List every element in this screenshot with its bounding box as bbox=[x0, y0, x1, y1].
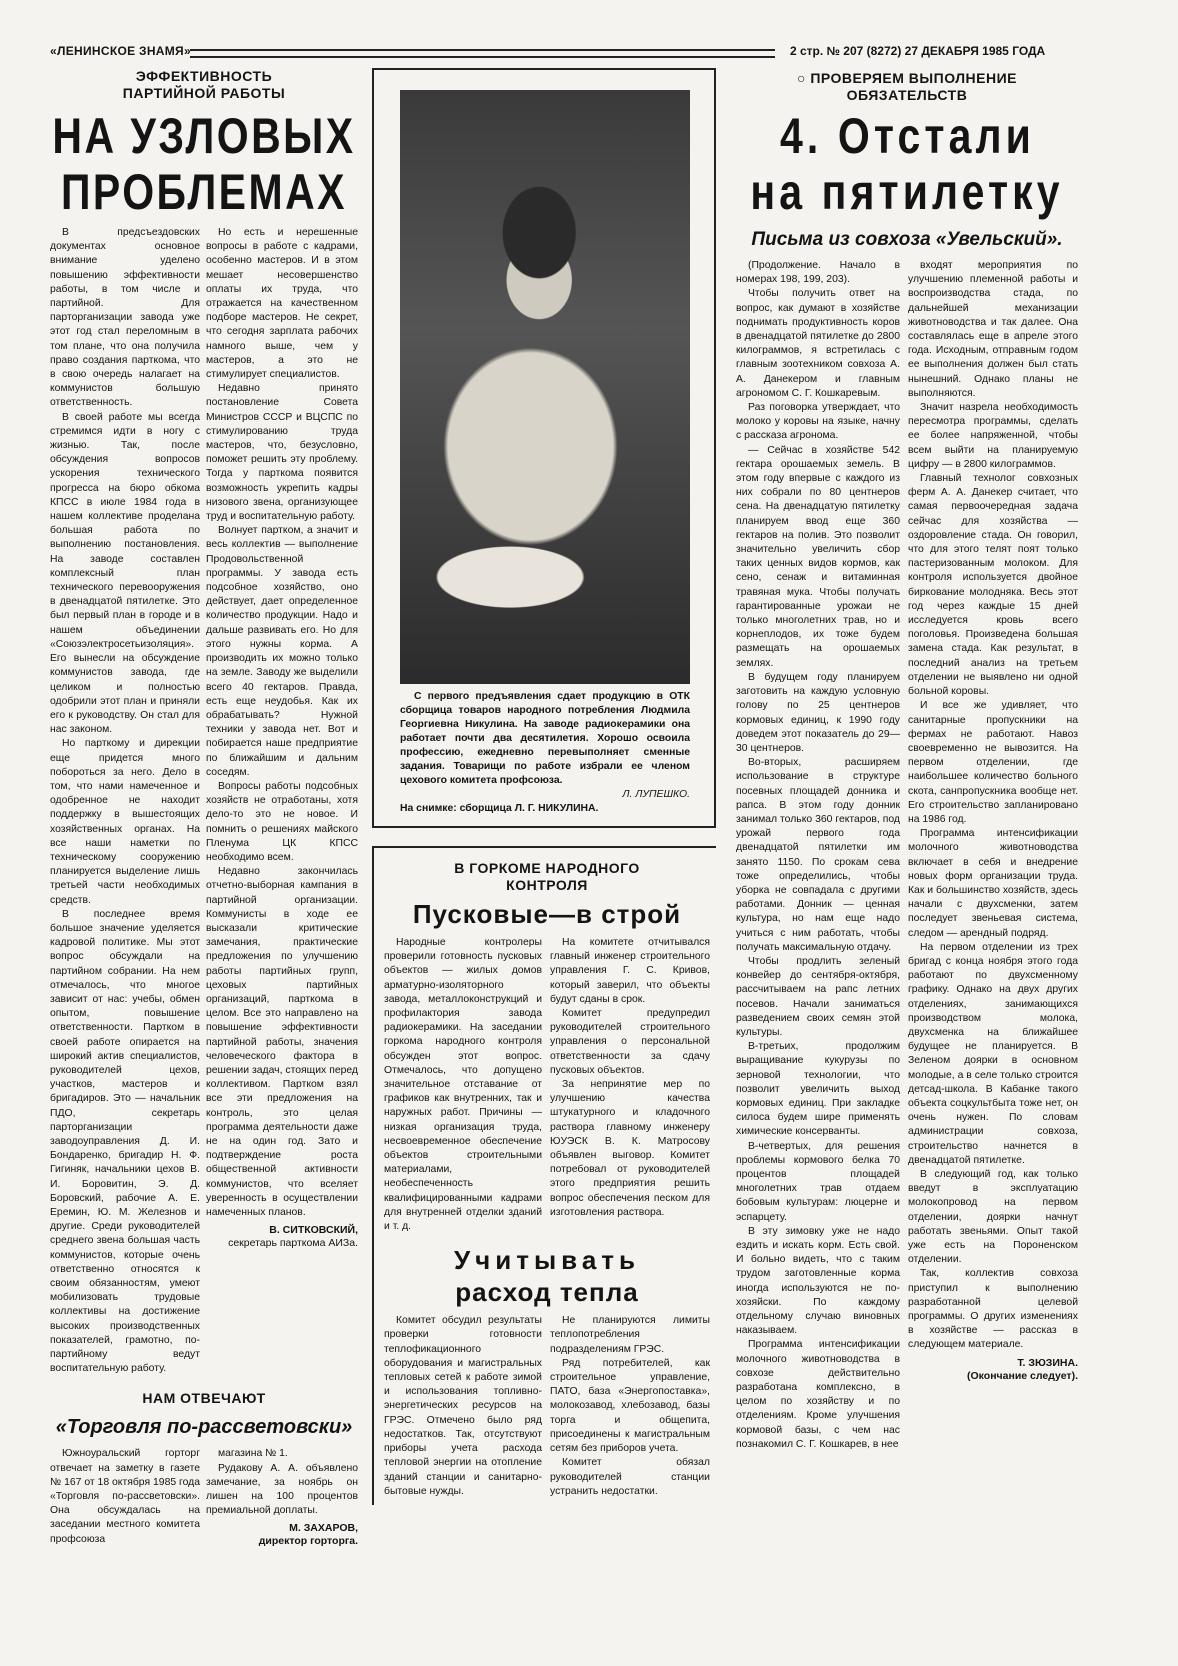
author-signature: В. СИТКОВСКИЙ, bbox=[269, 1224, 358, 1237]
article-column bbox=[206, 226, 358, 1220]
paragraph: входят мероприятия по улучшению племенной работы и воспроизводства стада, по дальнейшей механизации животноводства и так далее. Она составлялась еще в апреле этого года. Исходным, отправным годом ее выполнения должен был стать нынешний. Однако планы не выполняются. bbox=[908, 260, 1078, 399]
paragraph: Главный технолог совхозных ферм А. А. Данекер считает, что самая первоочередная задача сейчас для хозяйства — оздоровление стада. Он говорил, что для этого телят поят только пастеризованным молоком. Для контроля используется двойное биркование молодняка. Весь этот год через каждые 15 дней исследуется кровь всего поголовья. Произведена большая замена стада. Как результат, в последний анализ на третьем отделении не выявлено ни одной больной коровы. bbox=[908, 473, 1078, 698]
article-column bbox=[736, 259, 900, 1452]
paragraph: — Сейчас в хозяйстве 542 гектара орошаемых земель. В этом году впервые с каждого из них собрали по 80 центнеров сена. На двенадцатую пятилетку планируем ввод еще 360 гектаров на полив. Это позволит значительно увеличить сбор таких ценных видов кормов, как сено, сенаж и витаминная травяная мука. Чтобы получать гарантированные урожаи не только многолетних трав, но и корнеплодов, их тоже будем размещать на орошаемых землях. bbox=[736, 444, 900, 669]
paragraph: В следующий год, как только введут в эксплуатацию молокопровод на первом отделении, доярки начнут работать звеньями. Опыт такой уже есть на Пороненском отделении. bbox=[908, 1169, 1078, 1266]
middle-region bbox=[372, 68, 716, 1505]
paragraph: В-третьих, продолжим выращивание кукурузы по зерновой технологии, что позволит увеличить выход кормовых единиц. При закладке силоса будем шире применять химические консерванты. bbox=[736, 1041, 900, 1138]
paragraph: Так, коллектив совхоза приступил к выполнению разработанной целевой программы. О других изменениях в хозяйстве — рассказ в следующем материале. bbox=[908, 1268, 1078, 1351]
article-column bbox=[206, 1447, 358, 1518]
reply-title: «Торговля по-рассветовски» bbox=[55, 1416, 353, 1439]
paragraph: В эту зимовку уже не надо ездить и искать корм. Есть свой. И больно видеть, что с таким трудом заготовленные корма иногда используются не по-хозяйски. По каждому отдельному случаю виновных наказываем. bbox=[736, 1225, 900, 1337]
article-column bbox=[384, 936, 542, 1234]
reply-kicker: НАМ ОТВЕЧАЮТ bbox=[142, 1390, 266, 1407]
author-role: секретарь парткома АИЗа. bbox=[228, 1237, 358, 1250]
paragraph: Комитет обсудил результаты проверки готовности теплофикационного оборудования и магистральных тепловых сетей к работе зимой и использования топливно-энергетических ресурсов на ГРЭС. Отмечено было ряд недостатков. Так, отсутствуют приборы учета расхода тепловой энергии на отопление зданий станции и санитарно-бытовые нужды. bbox=[384, 1315, 542, 1497]
article-column bbox=[550, 1314, 710, 1499]
article-title: НА УЗЛОВЫХ ПРОБЛЕМАХ bbox=[52, 108, 356, 220]
right-title-line1: 4. Отстали bbox=[779, 108, 1035, 164]
paragraph: Значит назрела необходимость пересмотра программы, сделать ее более напряженной, чтобы всем выйти на планируемую цифру — в 2800 килограммов. bbox=[908, 402, 1078, 470]
paragraph: Раз поговорка утверждает, что молоко у коровы на языке, начну с рассказа агронома. bbox=[736, 402, 900, 442]
article-column bbox=[384, 1314, 542, 1499]
paragraph: В последнее время большое значение уделяется кадровой политике. Мы этот вопрос обсуждали на партийном собрании. На нем отмечалось, что многое зависит от нас: учебы, обмен опытом, повышение ответственности. Партком в своей работе опирается на широкий актив специалистов, руководителей цехов, участков, мастеров и бригадиров. Это — начальник ПДО, секретарь парторганизации заводоуправления Д. И. Бондаренко, бригадир Н. Ф. Гигиняк, начальники цехов В. И. Боровитин, Э. Д. Боровский, рабочие А. Е. Еремин, Ю. М. Железнов и другие. Среди руководителей среднего звена большая часть коммунистов, которые очень ответственно относятся к своим обязанностям, умеют мобилизовать трудовые коллективы на достижение высоких производственных показателей, грамотно, по-партийному ведут воспитательную работу. bbox=[50, 908, 200, 1375]
right-title-line2: на пятилетку bbox=[750, 164, 1064, 220]
paragraph: Ряд потребителей, как строительное управление, ПАТО, база «Энергопоставка», молокозавод, хлебозавод, базы торга и общепита, присоединены к магистральным сетям без приборов учета. bbox=[550, 1357, 710, 1455]
paragraph: Чтобы получить ответ на вопрос, как думают в хозяйстве поднимать продуктивность коров в двенадцатой пятилетке до 2800 килограммов, я встретилась с главным зоотехником совхоза А. А. Данекером и главным агрономом С. Г. Кошкаревым. bbox=[736, 288, 900, 399]
control-frame bbox=[372, 846, 716, 1505]
caption-text: С первого предъявления сдает продукцию в ОТК сборщица товаров народного потребления Людмила Георгиевна Никулина. На заводе радиокерамики она работает почти два десятилетия. Хорошо освоила профессию, ежедневно перевыполняет сменные задания. Товарищи по работе избрали ее членом цехового комитета профсоюза. bbox=[400, 691, 690, 786]
paragraph: Рудакову А. А. объявлено замечание, за ноябрь он лишен на 100 процентов премиальной доплаты. bbox=[206, 1462, 358, 1517]
paragraph: За непринятие мер по улучшению качества штукатурного и кладочного раствора главному инженеру ЮУЭСК В. К. Матросову объявлен выговор. Комитет потребовал от руководителей этого предприятия решить вопрос обеспечения песком для изготовления раствора. bbox=[550, 1079, 710, 1218]
paragraph: Не планируются лимиты теплопотребления подразделениям ГРЭС. bbox=[550, 1315, 710, 1355]
paragraph: Чтобы продлить зеленый конвейер до сентября-октября, рассчитываем на рапс летних посевов. Начали заниматься разведением своих семян этой культуры. bbox=[736, 955, 900, 1038]
control-kicker: В ГОРКОМЕ НАРОДНОГО КОНТРОЛЯ bbox=[454, 860, 640, 893]
photo-caption bbox=[400, 690, 690, 816]
paragraph: В-четвертых, для решения проблемы кормового белка 70 процентов площадей многолетних трав отдаем бобовым культурам: люцерне и эспарцету. bbox=[736, 1140, 900, 1223]
heat-title-line1: Учитывать bbox=[453, 1245, 640, 1276]
right-subtitle: Письма из совхоза «Увельский». bbox=[751, 229, 1063, 250]
left-region bbox=[50, 68, 358, 1548]
paragraph: В предсъездовских документах основное внимание уделено повышению эффективности работы, в том числе и партийной. Для парторганизации завода уже этот год стал переломным в том плане, что она получила право создания парткома, что в свою очередь налагает на коммунистов большую ответственность. bbox=[50, 227, 200, 409]
paragraph: На первом отделении из трех бригад с конца ноября этого года работают по двухсменному графику. Однако на двух других отделениях, занимающихся производством молока, двухсменка на ближайшее будущее не планируется. В Зеленом доярки в основном молодые, а в селе только строится детсад-школа. В Кабанке такого объекта соцкультбыта тоже нет, он очень нужен. По словам администрации совхоза, строительство начнется в двенадцатой пятилетке. bbox=[908, 941, 1078, 1166]
author-role: директор горторга. bbox=[258, 1535, 358, 1548]
paragraph: магазина № 1. bbox=[218, 1448, 288, 1460]
paragraph: Волнует партком, а значит и весь коллектив — выполнение Продовольственной программы. У завода есть подсобное хозяйство, оно действует, дает определенное количество продукции. Надо и дальше развивать его. Но для этого нужны корма. А производить их можно только на земле. Заводу же выделили всего 40 гектаров. Правда, есть еще неудобья. Как их обрабатывать? Нужной техники у завода нет. Вот и побирается наше предприятие по ближайшим и дальним соседям. bbox=[206, 525, 358, 778]
article-column bbox=[908, 259, 1078, 1353]
photo-worker bbox=[400, 90, 690, 684]
photo-subject: На снимке: сборщица Л. Г. НИКУЛИНА. bbox=[400, 803, 599, 814]
paragraph: Недавно закончилась отчетно-выборная кампания в партийной организации. Коммунисты в ходе ее высказали критические замечания, практические предложения по улучшению работы партийных групп, цеховых партийных организаций, парткома в целом. Все это направлено на повышение эффективности партийной работы, значения человеческого фактора в решении задач, стоящих перед коллективом. Партком взял все эти предложения на контроль, это целая программа деятельности даже не на один год. Зато и подтверждение роста общественной активности коммунистов, что вселяет уверенность в осуществлении намеченных планов. bbox=[206, 866, 358, 1219]
paragraph: Во-вторых, расширяем использование в структуре посевных площадей донника и рапса. В этом году донник занимал только 360 гектаров, под урожай первого года двенадцатой пятилетки им занято 1150. По срокам сева тоже определились, чтобы уборка не совпадала с другими работами. Донник — ценная культура, но нам еще надо учиться с ним работать, чтобы получать максимальную отдачу. bbox=[736, 757, 900, 953]
paragraph: Программа интенсификации молочного животноводства в совхозе действительно разработана комплексно, в целом по хозяйству и по отделениям. Кроме улучшения кормовой базы, с чем нас познакомил С. Г. Кошкарев, в нее bbox=[736, 1339, 900, 1450]
paragraph: Но парткому и дирекции еще придется много побороться за него. Дело в том, что нами намеченное и одобренное не находит поддержку в вышестоящих хозяйственных органах. На все наши наметки по техническому сооружению планируется выделение лишь третьей части необходимых средств. bbox=[50, 738, 200, 906]
article-column bbox=[50, 1447, 200, 1546]
continued-note: (Окончание следует). bbox=[967, 1369, 1078, 1382]
paragraph: В будущем году планируем заготовить на каждую условную голову по 25 центнеров кормовых единиц, к 1990 году доведем этот показатель до 29—30 центнеров. bbox=[736, 671, 900, 754]
paragraph: Но есть и нерешенные вопросы в работе с кадрами, особенно мастеров. И в этом мешает несовершенство оплаты их труда, что отражается на качественном подборе мастеров. Не секрет, что сегодня зарплата рабочих намного выше, чем у мастеров, а это не стимулирует специалистов. bbox=[206, 227, 358, 381]
masthead-rule bbox=[190, 49, 775, 58]
paragraph: Комитет предупредил руководителей строительного управления о персональной ответственности за сдачу пусковых объектов. bbox=[550, 1008, 710, 1076]
paragraph: Недавно принято постановление Совета Министров СССР и ВЦСПС по стимулированию труда мастеров, что, безусловно, поможет решить эту проблему. Тогда у парткома появится возможность укрепить кадры низового звена, организующее труд и воспитательную работу. bbox=[206, 383, 358, 523]
article-column bbox=[50, 226, 200, 1376]
paragraph: На комитете отчитывался главный инженер строительного управления Г. С. Кривов, который заверил, что объекты будут сданы в срок. bbox=[550, 937, 710, 1005]
right-kicker: ○ ПРОВЕРЯЕМ ВЫПОЛНЕНИЕ ОБЯЗАТЕЛЬСТВ bbox=[796, 70, 1018, 103]
article-column bbox=[550, 936, 710, 1220]
paragraph: (Продолжение. Начало в номерах 198, 199, 203). bbox=[736, 260, 900, 286]
paragraph: В своей работе мы всегда стремимся идти в ногу с жизнью. Так, после обсуждения вопросов ускорения технического прогресса на бюро обкома КПСС в июле 1984 года в нашем коллективе проделана большая работа по выполнению постановления. На заводе составлен комплексный план технического перевооружения в двенадцатой пятилетке. Это был первый план в городе и в нашем объединении «Союзэлектросетьизоляция». Его вынесли на обсуждение коммунистов завода, где целиком и полностью одобрили этот план и приняли его к руководству. Он стал для нас законом. bbox=[50, 411, 200, 736]
author-signature: Т. ЗЮЗИНА. bbox=[1017, 1356, 1078, 1369]
paragraph: Комитет обязал руководителей станции устранить недостатки. bbox=[550, 1457, 710, 1497]
issue-info: 2 стр. № 207 (8272) 27 ДЕКАБРЯ 1985 ГОДА bbox=[790, 44, 1046, 58]
photo-author: Л. ЛУПЕШКО. bbox=[622, 789, 690, 800]
heat-title-line2: расход тепла bbox=[455, 1277, 639, 1308]
newspaper-name: «ЛЕНИНСКОЕ ЗНАМЯ» bbox=[50, 44, 191, 58]
paragraph: Программа интенсификации молочного животноводства включает в себя и внедрение новых форм организации труда. Как и большинство хозяйств, здесь начали с двухсменки, затем последует звеньевая система, следом — арендный подряд. bbox=[908, 828, 1079, 939]
paragraph: Народные контролеры проверили готовность пусковых объектов — жилых домов арматурно-изоляторного завода, металлоконструкций и профилактория завода радиокерамики. На заседании горкома народного контроля обсужден этот вопрос. Отмечалось, что допущено значительное отставание от графиков как внутренних, так и наружных работ. Причины — низкая организация труда, несвоевременное обеспечение объектов строительными материалами, необеспеченность квалифицированными кадрами для внутренней отделки зданий и т. д. bbox=[384, 937, 542, 1233]
control-title: Пусковые—в строй bbox=[412, 899, 682, 929]
article-kicker: ЭФФЕКТИВНОСТЬ ПАРТИЙНОЙ РАБОТЫ bbox=[122, 68, 286, 101]
paragraph: Южноуральский горторг отвечает на заметку в газете № 167 от 18 октября 1985 года «Торговля по-рассветовски». Она обсуждалась на заседании местного комитета профсоюза bbox=[50, 1448, 200, 1545]
right-region bbox=[736, 70, 1078, 1452]
photo-frame bbox=[372, 68, 716, 828]
author-signature: М. ЗАХАРОВ, bbox=[289, 1522, 358, 1535]
paragraph: Вопросы работы подсобных хозяйств не отработаны, хотя дело-то это не новое. И помнить о решениях майского Пленума ЦК КПСС необходимо всем. bbox=[206, 780, 358, 863]
paragraph: И все же удивляет, что санитарные пропускники на фермах не работают. Навоз своевременно не вывозится. На первом отделении, где наибольшее количество больного скота, санпропускника вообще нет. Его строительство запланировано на 1986 год. bbox=[908, 700, 1078, 825]
